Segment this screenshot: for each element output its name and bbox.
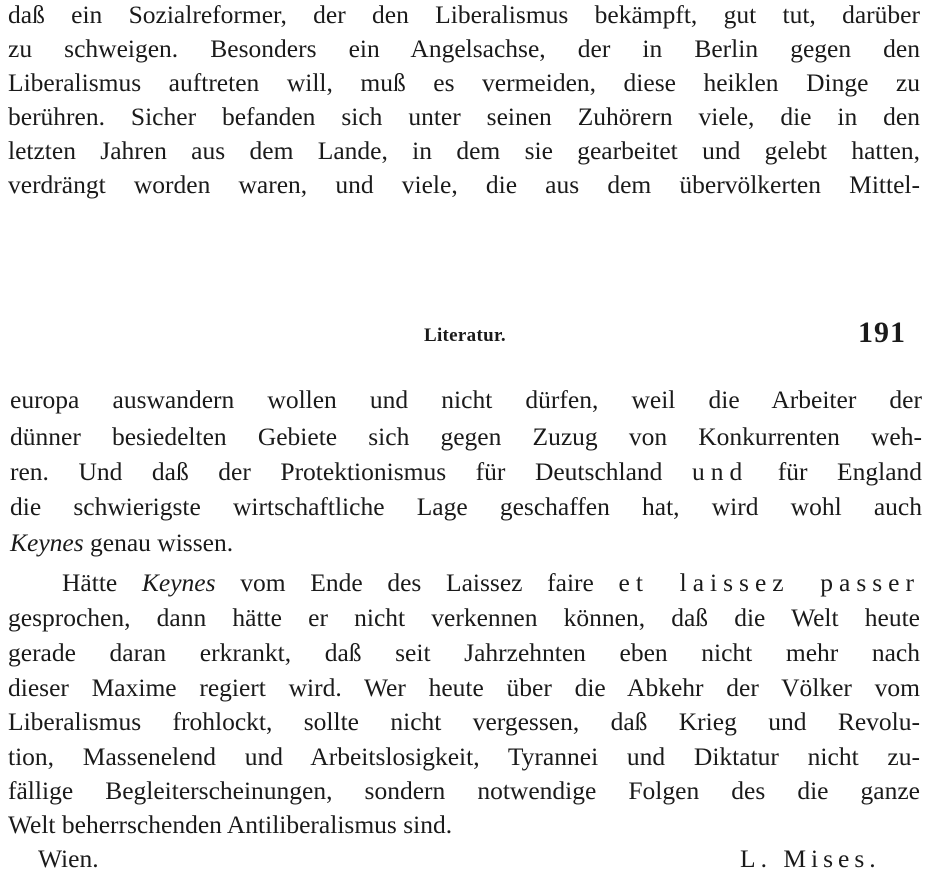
text-line: berühren. Sicher befanden sich unter seinen Zuhörern viele, die in den <box>8 102 920 131</box>
text-line: verdrängt worden waren, und viele, die aus dem übervölkerten Mittel- <box>8 170 920 199</box>
text-line: gesprochen, dann hätte er nicht verkennen können, daß die Welt heute <box>8 603 920 632</box>
text-line: gerade daran erkrankt, daß seit Jahrzehnten eben nicht mehr nach <box>8 638 920 667</box>
text-line <box>62 566 920 600</box>
text-line: europa auswandern wollen und nicht dürfen, weil die Arbeiter der <box>10 385 922 414</box>
text-line: Liberalismus auftreten will, muß es vermeiden, diese heiklen Dinge zu <box>8 68 920 97</box>
text-line <box>10 455 922 489</box>
text-line: daß ein Sozialreformer, der den Liberalismus bekämpft, gut tut, darüber <box>8 0 920 29</box>
text-line: Welt beherrschenden Antiliberalismus sind. <box>8 810 453 839</box>
text-line: die schwierigste wirtschaftliche Lage geschaffen hat, wird wohl auch <box>10 492 922 521</box>
text-line: dieser Maxime regiert wird. Wer heute über die Abkehr der Völker vom <box>8 673 920 702</box>
text-line: tion, Massenelend und Arbeitslosigkeit, Tyrannei und Diktatur nicht zu- <box>8 742 920 771</box>
text-line: letzten Jahren aus dem Lande, in dem sie gearbeitet und gelebt hatten, <box>8 136 920 165</box>
emphasis-spaced: et laissez passer <box>618 568 920 597</box>
text-line: zu schweigen. Besonders ein Angelsachse, der in Berlin gegen den <box>8 34 920 63</box>
text-span: ren. Und daß der Protektionismus für Deutschland <box>10 457 692 486</box>
emphasis-italic: Keynes <box>10 528 84 557</box>
emphasis-spaced: und <box>691 457 749 486</box>
text-span: für England <box>748 457 923 486</box>
text-line: dünner besiedelten Gebiete sich gegen Zuzug von Konkurrenten weh- <box>10 422 922 451</box>
running-header: Literatur. <box>424 325 506 346</box>
page-number: 191 <box>858 316 906 349</box>
emphasis-italic: Keynes <box>141 568 216 597</box>
text-span: genau wissen. <box>83 528 234 557</box>
text-line: fällige Begleiterscheinungen, sondern notwendige Folgen des die ganze <box>8 776 920 805</box>
signature-author: L. Mises. <box>740 844 881 873</box>
text-line: Liberalismus frohlockt, sollte nicht vergessen, daß Krieg und Revolu- <box>8 707 920 736</box>
text-span: vom Ende des Laissez faire <box>215 568 619 597</box>
text-line <box>10 526 922 560</box>
signature-city: Wien. <box>38 844 99 873</box>
text-span: Hätte <box>62 568 142 597</box>
